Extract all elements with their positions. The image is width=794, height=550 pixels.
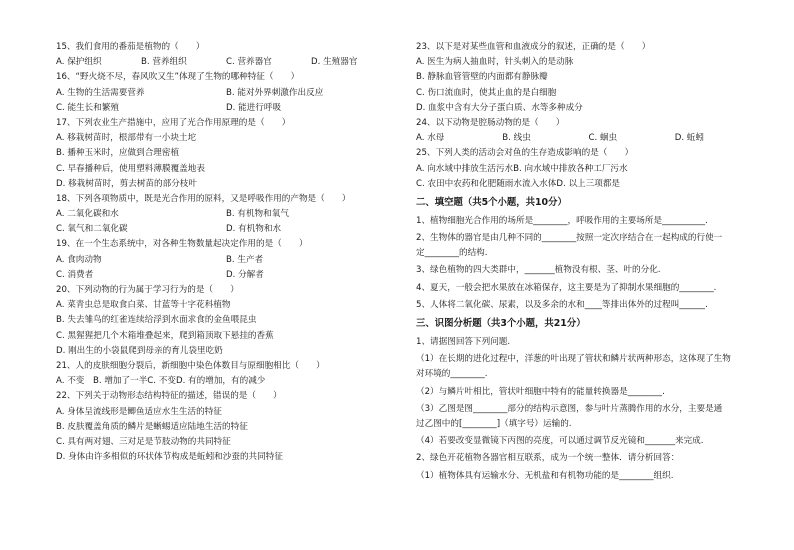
analysis-item: （1）在长期的进化过程中，洋葱的叶出现了管状和鳞片状两种形态，这体现了生物 — [416, 354, 731, 365]
option-d: D. 刚出生的小袋鼠爬到母亲的育儿袋里吃奶 — [56, 345, 223, 356]
option-b: B. 皮肤覆盖角质的鳞片是蜥蜴适应陆地生活的特征 — [56, 421, 248, 432]
option-a: A. 移栽树苗时，根部带有一小块土坨 — [56, 133, 197, 144]
option-a: A. 菜青虫总是取食白菜、甘蓝等十字花科植物 — [56, 300, 231, 311]
option-c: C. 早春播种后，使用塑料薄膜覆盖地表 — [56, 163, 205, 174]
question-16-options-cd — [56, 101, 396, 116]
option-d: D. 血浆中含有大分子蛋白质、水等多种成分 — [416, 102, 583, 113]
right-column — [416, 40, 761, 484]
option-c: C. 氧气和二氧化碳 — [56, 224, 128, 235]
question-19: 19、在一个生态系统中，对各种生物数量起决定作用的是（ ） — [56, 239, 308, 250]
question-19-options-cd — [56, 268, 396, 283]
question-25: 25、下列人类的活动会对鱼的生存造成影响的是（ ） — [416, 148, 634, 159]
option-c: C. 伤口流血时，使其止血的是白细胞 — [416, 87, 557, 98]
option-d: D. 蚯蚓 — [674, 133, 705, 144]
option-c: C. 消费者 — [56, 269, 94, 280]
option-c: C. 蛔虫 — [588, 133, 618, 144]
question-15: 15、我们食用的番茄是植物的（ ） — [56, 42, 205, 52]
fill-in-item: 定________的结构. — [416, 248, 488, 259]
option-b: B. 有机物和氧气 — [226, 209, 289, 220]
option-d: D. 身体由许多相似的环状体节构成是蚯蚓和沙蚕的共同特征 — [56, 452, 283, 463]
question-25-options-cd: C. 农田中农药和化肥随雨水流入水体D. 以上三项都是 — [416, 178, 621, 189]
option-b: B. 生产者 — [226, 254, 264, 265]
fill-in-item: 3、绿色植物的四大类群中，_______植物没有根、茎、叶的分化. — [416, 265, 661, 276]
option-b: B. 营养组织 — [141, 57, 187, 68]
analysis-item: 1、请据图回答下列问题. — [416, 337, 511, 347]
option-a: A. 身体呈流线形是鲫鱼适应水生生活的特征 — [56, 406, 222, 417]
fill-in-item: 2、生物体的器官是由几种不同的________按照一定次序结合在一起构成的行使一 — [416, 233, 723, 244]
option-c: C. 黑猩猩把几个木箱堆叠起来，爬到箱顶取下悬挂的香蕉 — [56, 330, 274, 341]
option-d: D. 有机物和水 — [226, 224, 282, 235]
fill-in-item: 5、人体将二氧化碳、尿素，以及多余的水和____等排出体外的过程叫______. — [416, 299, 708, 310]
question-19-options-ab — [56, 253, 396, 268]
analysis-item: （4）若要改变显微镜下丙图的亮度，可以通过调节反光镜和_______来完成. — [416, 436, 704, 447]
fill-in-item: 1、植物细胞光合作用的场所是________，呼吸作用的主要场所是__________. — [416, 215, 708, 226]
fill-in-item: 4、夏天，一般会把水果放在冰箱保存，这主要是为了抑制水果细胞的________. — [416, 282, 717, 293]
question-18-options-ab — [56, 207, 396, 222]
option-a: A. 医生为病人抽血时，针头刺入的是动脉 — [416, 57, 574, 68]
question-20: 20、下列动物的行为属于学习行为的是（ ） — [56, 285, 239, 295]
analysis-item: （3）乙图是图________部分的结构示意图，参与叶片蒸腾作用的水分，主要是通 — [416, 403, 723, 414]
question-24-options — [416, 131, 761, 146]
option-b: B. 静脉血管管壁的内面都有静脉瓣 — [416, 72, 548, 83]
question-15-options — [56, 55, 396, 70]
question-22: 22、下列关于动物形态结构特征的描述，错误的是（ ） — [56, 391, 282, 402]
option-c: C. 营养器官 — [226, 57, 272, 68]
left-column — [56, 40, 396, 465]
option-b: B. 播种玉米时，应做到合理密植 — [56, 148, 180, 159]
option-a: A. 保护组织 — [56, 57, 102, 68]
option-d: D. 移栽树苗时，剪去树苗的部分枝叶 — [56, 178, 197, 189]
option-a: A. 生物的生活需要营养 — [56, 87, 145, 98]
option-b: B. 能对外界刺激作出反应 — [226, 87, 324, 98]
option-d: D. 分解者 — [226, 269, 264, 280]
option-a: A. 水母 — [416, 133, 445, 144]
analysis-item: 过乙图中的[________]（填字号）运输的. — [416, 418, 572, 429]
analysis-item: （2）与鳞片叶相比，管状叶细胞中特有的能量转换器是________. — [416, 386, 665, 397]
question-21-options: A. 不变 B. 增加了一半C. 不变D. 有的增加，有的减少 — [56, 376, 266, 387]
option-c: C. 具有两对翅、三对足是节肢动物的共同特征 — [56, 436, 231, 447]
question-23: 23、以下是对某些血管和血液成分的叙述，正确的是（ ） — [416, 42, 651, 52]
section-heading-diagram-analysis: 三、识图分析题（共3个小题，共21分） — [416, 318, 586, 329]
option-b: B. 失去雏鸟的红雀连续给浮到水面求食的金鱼喂昆虫 — [56, 315, 257, 326]
question-18: 18、下列各项物质中，既是光合作用的原料，又是呼吸作用的产物是（ ） — [56, 193, 351, 204]
option-a: A. 食肉动物 — [56, 254, 102, 265]
option-d: D. 能进行呼吸 — [226, 102, 282, 113]
option-a: A. 二氧化碳和水 — [56, 209, 119, 220]
question-16-options-ab — [56, 86, 396, 101]
question-21: 21、人的皮肤细胞分裂后，新细胞中染色体数目与原细胞相比（ ） — [56, 360, 325, 371]
analysis-item: （1）植物体具有运输水分、无机盐和有机物功能的是________组织. — [416, 470, 674, 481]
question-24: 24、以下动物是腔肠动物的是（ ） — [416, 117, 565, 128]
analysis-item: 2、绿色开花植物各器官相互联系，成为一个统一整体．请分析回答： — [416, 453, 680, 464]
question-25-options-ab: A. 向水域中排放生活污水B. 向水域中排放各种工厂污水 — [416, 163, 628, 174]
analysis-item: 对环境的________. — [416, 369, 488, 380]
option-b: B. 线虫 — [502, 133, 531, 144]
question-16: 16、“野火烧不尽，春风吹又生”体现了生物的哪种特征（ ） — [56, 72, 300, 83]
option-d: D. 生殖器官 — [311, 57, 358, 68]
question-18-options-cd — [56, 222, 396, 237]
question-17: 17、下列农业生产措施中，应用了光合作用原理的是（ ） — [56, 117, 291, 128]
option-c: C. 能生长和繁殖 — [56, 102, 120, 113]
section-heading-fill-in: 二、填空题（共5个小题，共10分） — [416, 196, 567, 208]
